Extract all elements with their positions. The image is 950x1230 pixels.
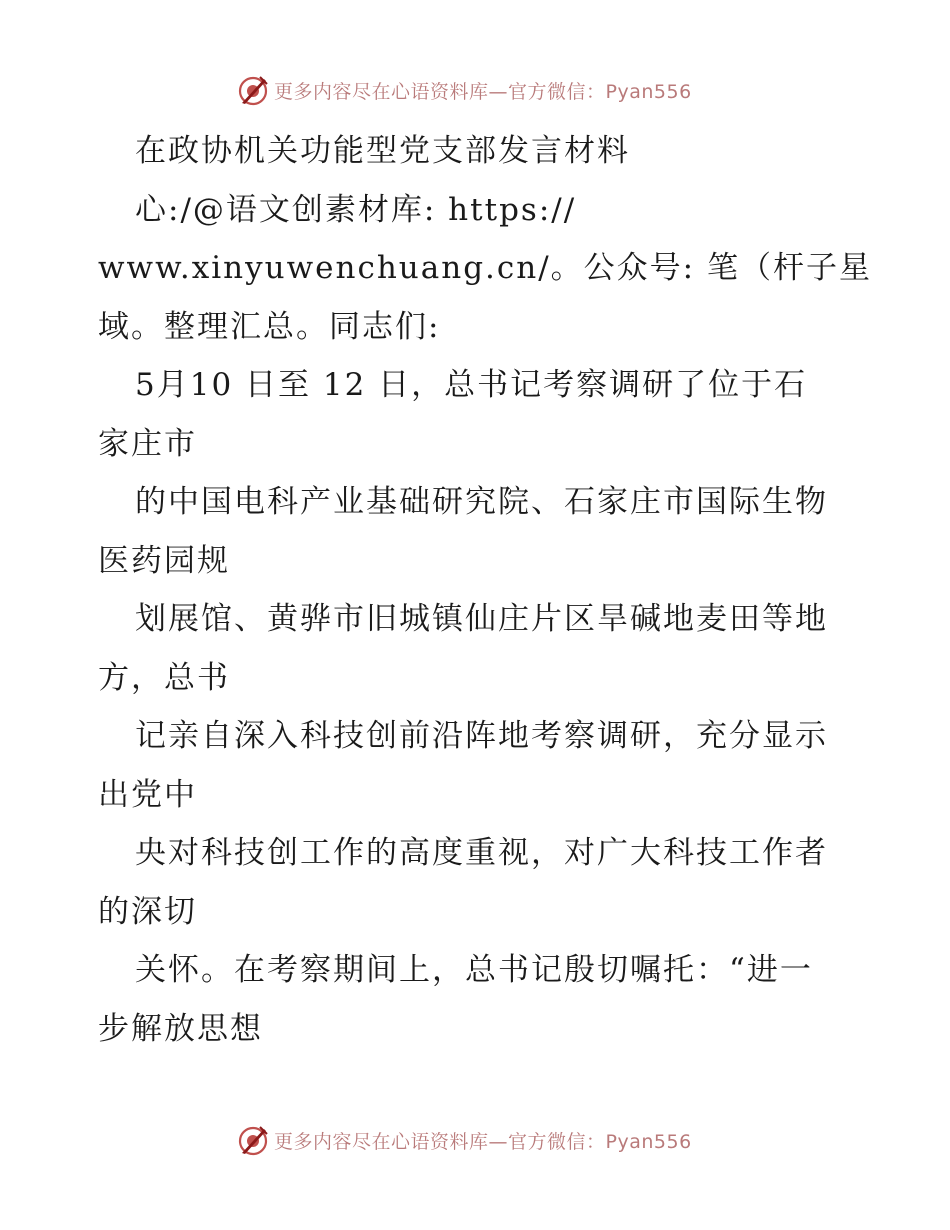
text-line: 心:/@语文创素材库: https:// [135,191,577,228]
text-line: 5月10 日至 12 日，总书记考察调研了位于石 [135,367,808,403]
text-line: 家庄市 [98,425,197,462]
text-line: 出党中 [98,776,197,813]
document-body [98,122,872,1058]
text-line: 央对科技创工作的高度重视，对广大科技工作者 [135,835,828,871]
text-line: 的深切 [98,893,197,930]
text-line: 方，总书 [98,659,230,696]
footer-banner [236,1122,716,1158]
text-line: 医药园规 [98,542,230,579]
text-line: 的中国电科产业基础研究院、石家庄市国际生物 [135,484,828,520]
text-line: 域。整理汇总。同志们: [98,308,441,345]
header-banner [236,72,716,108]
text-line: 关怀。在考察期间上，总书记殷切嘱托：“进一 [135,952,813,988]
document-title: 在政协机关功能型党支部发言材料 [135,133,630,169]
text-line: 划展馆、黄骅市旧城镇仙庄片区旱碱地麦田等地 [135,601,828,637]
text-line: www.xinyuwenchuang.cn/。公众号: 笔（杆子星 [98,250,872,286]
text-line: 记亲自深入科技创前沿阵地考察调研，充分显示 [135,718,828,754]
quill-seal-icon [236,73,270,107]
footer-banner-text: 更多内容尽在心语资料库—官方微信：Pyan556 [274,1130,692,1153]
quill-seal-icon [236,1123,270,1157]
header-banner-text: 更多内容尽在心语资料库—官方微信：Pyan556 [274,80,692,103]
text-line: 步解放思想 [98,1010,263,1047]
